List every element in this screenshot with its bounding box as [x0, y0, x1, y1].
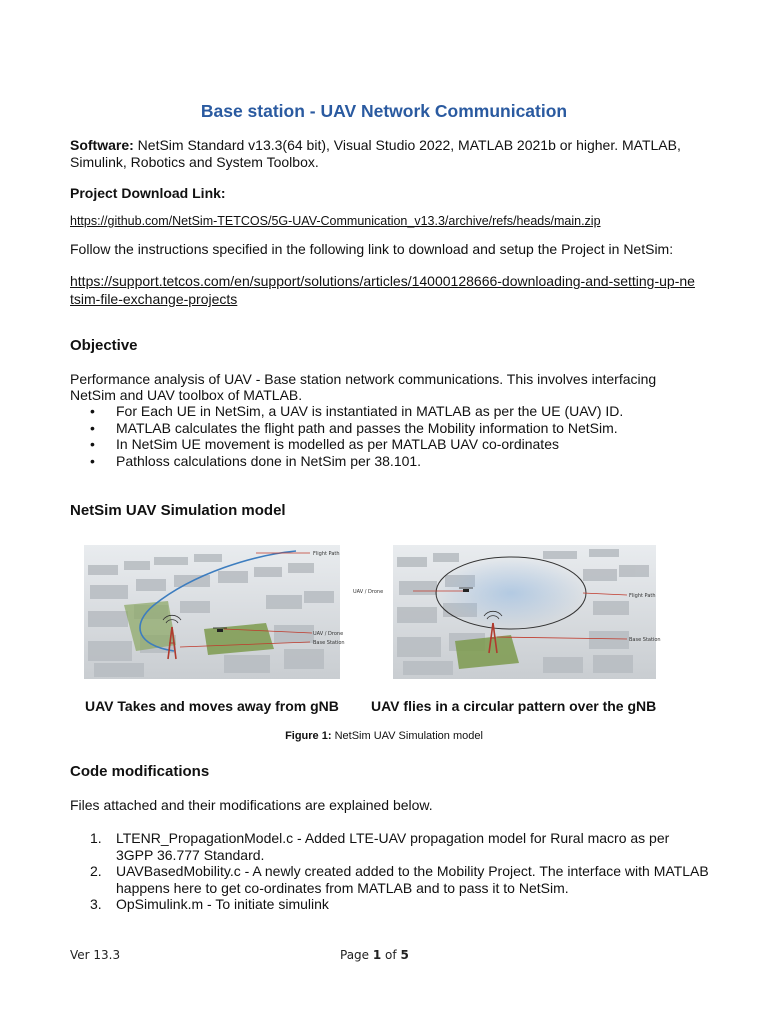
code-intro: Files attached and their modifications are explained below.: [70, 797, 433, 813]
uav-takeoff-figure: [84, 545, 345, 679]
objective-intro: Performance analysis of UAV - Base station network communications. This involves interfacing NetSim and UAV toolbox of MATLAB.: [70, 371, 657, 403]
uav-drone-label: UAV / Drone: [313, 631, 344, 637]
right-figure-caption: UAV flies in a circular pattern over the gNB: [371, 698, 657, 714]
software-paragraph: [70, 137, 700, 171]
figure-label: Figure 1:: [285, 730, 332, 742]
list-item: [70, 863, 710, 896]
page-title: Base station - UAV Network Communication: [200, 101, 568, 121]
software-label: Software:: [70, 137, 134, 153]
instructions-text: Follow the instructions specified in the following link to download and setup the Project in NetSim:: [70, 241, 674, 257]
list-number: 2.: [90, 863, 102, 879]
page-prefix: Page: [340, 948, 373, 962]
footer-version: Ver 13.3: [70, 948, 121, 962]
objective-heading: Objective: [70, 337, 138, 354]
flight-path-label: Flight Path: [629, 593, 656, 599]
base-station-label: Base Station: [629, 637, 661, 643]
list-item: • In NetSim UE movement is modelled as per MATLAB UAV co-ordinates: [70, 436, 710, 453]
list-number: 1.: [90, 830, 102, 846]
list-item: • For Each UE in NetSim, a UAV is instantiated in MATLAB as per the UE (UAV) ID.: [70, 403, 710, 420]
list-text: OpSimulink.m - To initiate simulink: [116, 896, 329, 912]
figure-caption: [0, 730, 768, 742]
page-number: 1: [372, 948, 382, 962]
list-item: [70, 830, 710, 863]
download-link[interactable]: https://github.com/NetSim-TETCOS/5G-UAV-Communication_v13.3/archive/refs/heads/main.zip: [70, 214, 601, 228]
flight-path-label: Flight Path: [313, 551, 340, 557]
uav-circular-figure: [353, 545, 661, 679]
list-text: UAVBasedMobility.c - A newly created added to the Mobility Project. The interface with MATLAB happens here to get co-ordinates from MATLAB and to pass it to NetSim.: [116, 863, 709, 896]
software-text: NetSim Standard v13.3(64 bit), Visual Studio 2022, MATLAB 2021b or higher. MATLAB, Simulink, Robotics and System Toolbox.: [70, 137, 681, 170]
instructions-link[interactable]: https://support.tetcos.com/en/support/solutions/articles/14000128666-downloading-and-setting-up-netsim-file-exchange-projects: [70, 273, 695, 307]
base-station-label: Base Station: [313, 640, 345, 646]
footer-page: [340, 948, 409, 962]
download-label: Project Download Link:: [70, 185, 226, 201]
objective-bullets: [70, 403, 710, 469]
page-of: of: [381, 948, 401, 962]
list-item: • MATLAB calculates the flight path and passes the Mobility information to NetSim.: [70, 420, 710, 437]
list-item: [70, 896, 710, 913]
list-item: • Pathloss calculations done in NetSim per 38.101.: [70, 453, 710, 470]
figure-text: NetSim UAV Simulation model: [331, 730, 483, 742]
code-list: [70, 830, 710, 913]
code-heading: Code modifications: [70, 763, 210, 780]
left-figure-caption: UAV Takes and moves away from gNB: [85, 698, 339, 714]
list-text: LTENR_PropagationModel.c - Added LTE-UAV propagation model for Rural macro as per 3GPP 36.777 Standard.: [116, 830, 670, 863]
model-heading: NetSim UAV Simulation model: [70, 502, 286, 519]
uav-drone-label: UAV / Drone: [353, 589, 384, 595]
list-number: 3.: [90, 896, 102, 912]
page-total: 5: [400, 948, 409, 962]
